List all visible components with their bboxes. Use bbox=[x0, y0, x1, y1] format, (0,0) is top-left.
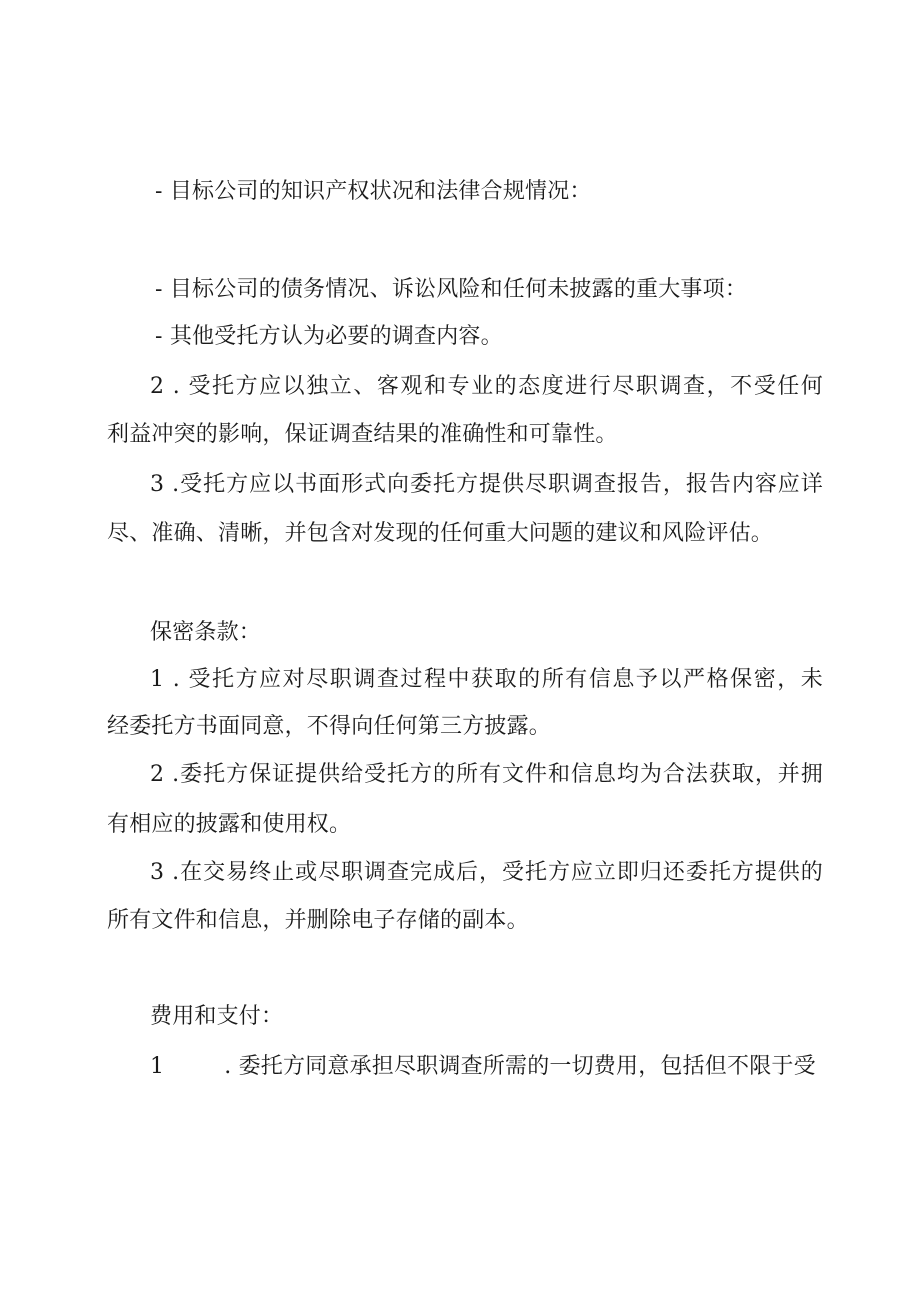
conf-item-3-line1: 3 .在交易终止或尽职调查完成后，受托方应立即归还委托方提供的 bbox=[150, 860, 823, 885]
confidentiality-heading: 保密条款： bbox=[150, 620, 262, 645]
dd-item-3-line1: 3 .受托方应以书面形式向委托方提供尽职调查报告，报告内容应详 bbox=[150, 472, 823, 497]
fees-item-1-text: . 委托方同意承担尽职调查所需的一切费用，包括但不限于受 bbox=[224, 1054, 816, 1079]
dd-item-3-line2: 尽、准确、清晰，并包含对发现的任何重大问题的建议和风险评估。 bbox=[107, 521, 774, 546]
conf-item-2-line2: 有相应的披露和使用权。 bbox=[107, 812, 352, 837]
dd-item-2-line2: 利益冲突的影响，保证调查结果的准确性和可靠性。 bbox=[107, 422, 618, 447]
fees-item-1-number: 1 bbox=[150, 1054, 165, 1079]
fees-item-1 bbox=[150, 1052, 823, 1082]
bullet-other-content: - 其他受托方认为必要的调查内容。 bbox=[155, 324, 503, 349]
fees-heading: 费用和支付： bbox=[150, 1004, 284, 1029]
conf-item-2-line1: 2 .委托方保证提供给受托方的所有文件和信息均为合法获取，并拥 bbox=[150, 762, 823, 787]
conf-item-1-line2: 经委托方书面同意，不得向任何第三方披露。 bbox=[107, 714, 552, 739]
dd-item-2-line1: 2 . 受托方应以独立、客观和专业的态度进行尽职调查，不受任何 bbox=[150, 374, 823, 399]
bullet-debt-litigation: - 目标公司的债务情况、诉讼风险和任何未披露的重大事项： bbox=[155, 277, 748, 302]
conf-item-3-line2: 所有文件和信息，并删除电子存储的副本。 bbox=[107, 908, 529, 933]
conf-item-1-line1: 1 . 受托方应对尽职调查过程中获取的所有信息予以严格保密，未 bbox=[150, 667, 823, 692]
bullet-ip-compliance: - 目标公司的知识产权状况和法律合规情况： bbox=[155, 179, 592, 204]
